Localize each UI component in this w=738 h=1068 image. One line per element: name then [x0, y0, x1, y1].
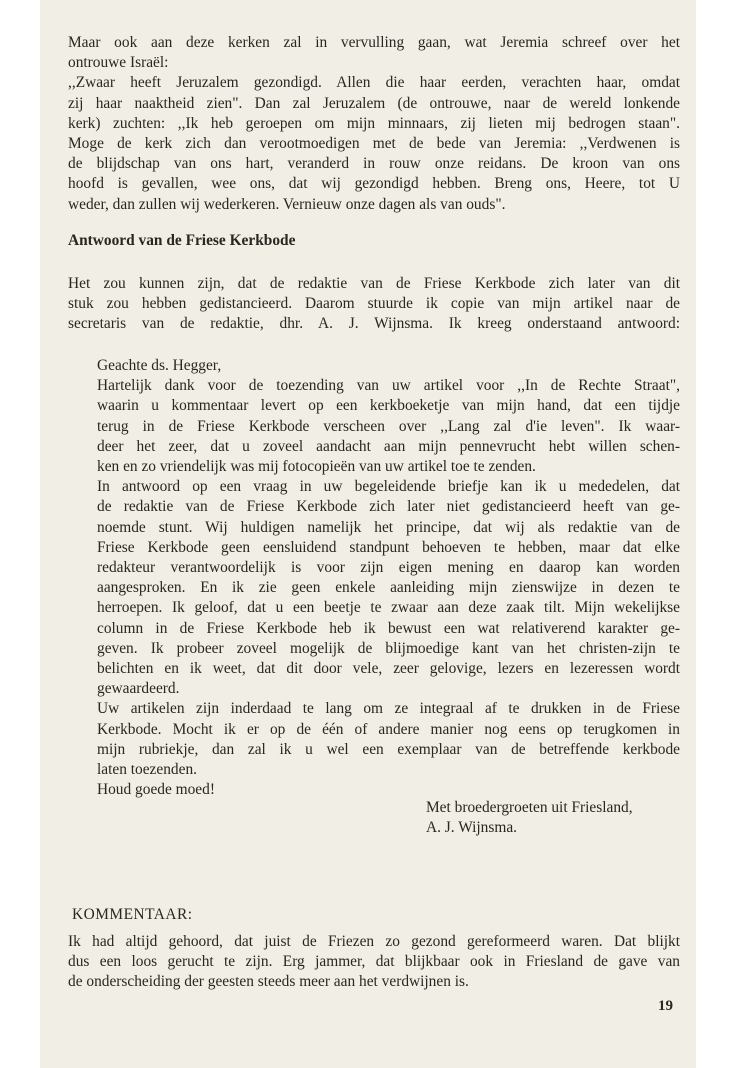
letter-line: herroepen. Ik geloof, dat u een beetje te zwaar aan deze zaak tilt. Mijn wekelijkse: [97, 599, 680, 617]
document-page: [40, 0, 696, 1068]
letter-signoff: [426, 798, 686, 838]
intro-line: zij haar naaktheid zien". Dan zal Jeruzalem (de ontrouwe, naar de wereld lonkende: [68, 94, 680, 112]
commentary-line: dus een loos gerucht te zijn. Erg jammer, dat blijkbaar ook in Friesland de gave van: [68, 953, 680, 971]
intro-line: kerk) zuchten: ,,Ik heb geroepen om mijn minnaars, zij lieten mij bedrogen staan".: [68, 114, 680, 132]
letter-line: ken en zo vriendelijk was mij fotocopieën van uw artikel toe te zenden.: [97, 458, 536, 476]
letter-line: column in de Friese Kerkbode heb ik bewust een wat relativerend karakter ge-: [97, 619, 680, 637]
letter-line: gewaardeerd.: [97, 680, 180, 698]
letter-closing: Houd goede moed!: [97, 781, 215, 799]
letter-line: mijn rubriekje, dan zal ik u wel een exemplaar van de betreffende kerkbode: [97, 740, 680, 758]
letter-line: laten toezenden.: [97, 761, 197, 779]
letter-signature: A. J. Wijnsma.: [426, 819, 518, 837]
intro-line: hoofd is gevallen, wee ons, dat wij gezondigd hebben. Breng ons, Heere, tot U: [68, 175, 680, 193]
letter-line: belichten en ik weet, dat dit door vele, zeer gelovige, lezers en lezeressen wordt: [97, 660, 680, 678]
page-number: 19: [658, 998, 673, 1014]
intro-paragraph: [68, 33, 680, 215]
commentary-label: KOMMENTAAR:: [72, 906, 193, 923]
letter-line: Uw artikelen zijn inderdaad te lang om ze integraal af te drukken in de Friese: [97, 700, 680, 718]
letter-line: geven. Ik probeer zoveel mogelijk de blijmoedige kant van het christen-zijn te: [97, 639, 680, 657]
commentary-paragraph: [68, 932, 680, 993]
intro-line: ontrouwe Israël:: [68, 54, 169, 72]
letter-line: aangesproken. En ik zie geen enkele aanleiding mijn zienswijze in dezen te: [97, 579, 680, 597]
letter-line: Hartelijk dank voor de toezending van uw artikel voor ,,In de Rechte Straat",: [97, 377, 680, 395]
intro-line: ,,Zwaar heeft Jeruzalem gezondigd. Allen die haar eerden, verachten haar, omdat: [68, 74, 680, 92]
letter-line: de redaktie van de Friese Kerkbode zich later niet gedistancieerd heeft van ge-: [97, 498, 680, 516]
intro-line: Maar ook aan deze kerken zal in vervulling gaan, wat Jeremia schreef over het: [68, 34, 680, 51]
context-paragraph: [68, 274, 680, 335]
section-heading: Antwoord van de Friese Kerkbode: [68, 232, 296, 249]
letter-line: Friese Kerkbode geen eensluidend standpunt behoeven te hebben, maar dat elke: [97, 538, 680, 556]
commentary-line: de onderscheiding der geesten steeds meer aan het verdwijnen is.: [68, 973, 469, 991]
page-margin-right: [696, 0, 738, 1068]
page-margin-left: [0, 0, 40, 1068]
intro-line: Moge de kerk zich dan verootmoedigen met de bede van Jeremia: ,,Verdwenen is: [68, 135, 680, 153]
letter-line: waarin u kommentaar levert op een kerkboeketje van mijn hand, dat een tijdje: [97, 397, 680, 415]
letter-salutation: Geachte ds. Hegger,: [97, 357, 222, 374]
context-line: secretaris van de redaktie, dhr. A. J. Wijnsma. Ik kreeg onderstaand antwoord:: [68, 315, 680, 333]
intro-line: de blijdschap van ons hart, veranderd in rouw onze reidans. De kroon van ons: [68, 155, 680, 173]
letter-line: Kerkbode. Mocht ik er op de één of andere manier nog eens op terugkomen in: [97, 720, 680, 738]
letter-line: deer het zeer, dat u zoveel aandacht aan mijn pennevrucht hebt willen schen-: [97, 437, 680, 455]
letter-line: terug in de Friese Kerkbode verscheen over ,,Lang zal d'ie leven". Ik waar-: [97, 417, 680, 435]
commentary-line: Ik had altijd gehoord, dat juist de Friezen zo gezond gereformeerd waren. Dat blijkt: [68, 933, 680, 950]
letter-greeting: Met broedergroeten uit Friesland,: [426, 799, 633, 816]
letter-body: [97, 356, 680, 800]
intro-line: weder, dan zullen wij wederkeren. Vernieuw onze dagen als van ouds".: [68, 195, 506, 213]
letter-line: In antwoord op een vraag in uw begeleidende briefje kan ik u mededelen, dat: [97, 478, 680, 496]
letter-line: noemde stunt. Wij huldigen namelijk het principe, dat wij als redaktie van de: [97, 518, 680, 536]
letter-line: redakteur verantwoordelijk is voor zijn eigen mening en daarop kan worden: [97, 559, 680, 577]
context-line: Het zou kunnen zijn, dat de redaktie van de Friese Kerkbode zich later van dit: [68, 275, 680, 292]
context-line: stuk zou hebben gedistancieerd. Daarom stuurde ik copie van mijn artikel naar de: [68, 295, 680, 313]
